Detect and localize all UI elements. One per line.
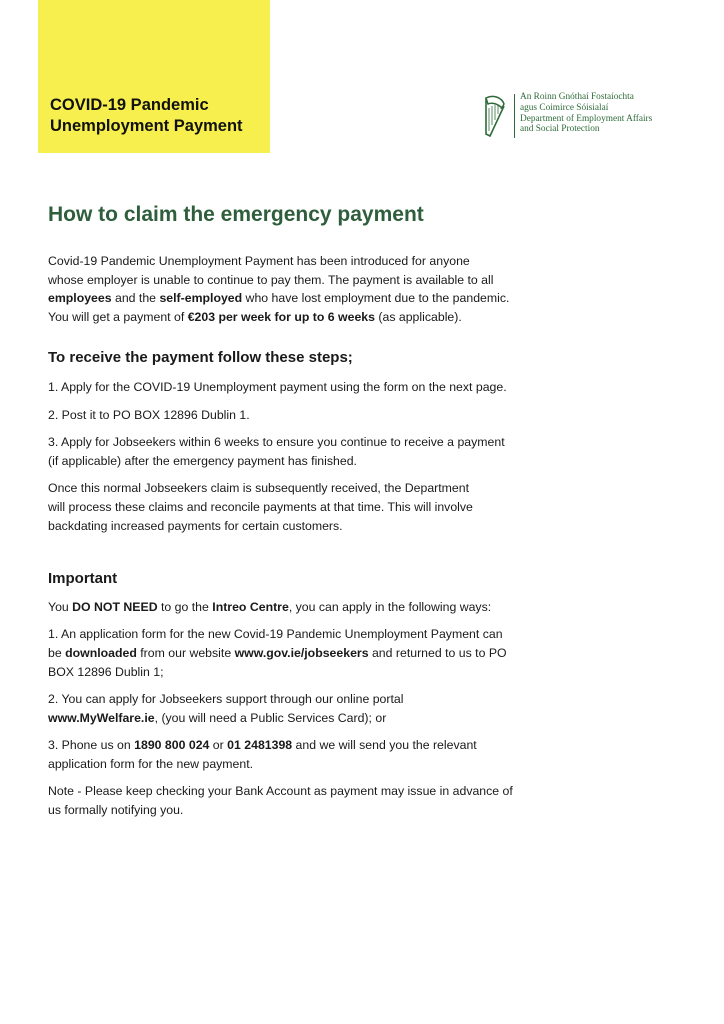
bank-account-note <box>48 782 568 819</box>
intro-line-2: whose employer is unable to continue to pay them. The payment is available to all <box>48 272 494 287</box>
bank-account-note-line-1: Note - Please keep checking your Bank Account as payment may issue in advance of <box>48 784 513 799</box>
step-3 <box>48 433 568 470</box>
intro-amount: €203 per week for up to 6 weeks <box>187 309 375 324</box>
important-text-1: You <box>48 599 73 614</box>
important-intro <box>48 598 568 617</box>
way-1 <box>48 625 568 681</box>
intro-line-1: Covid-19 Pandemic Unemployment Payment has been introduced for anyone <box>48 254 470 268</box>
way-3-phone-2: 01 2481398 <box>227 738 293 753</box>
department-name-line-2: agus Coimirce Sóisialaí <box>520 102 609 113</box>
intro-text-3: and the <box>111 291 160 306</box>
way-1-downloaded: downloaded <box>65 645 137 660</box>
way-3 <box>48 736 568 773</box>
intro-paragraph <box>48 252 568 326</box>
way-1-website: www.gov.ie/jobseekers <box>234 645 369 660</box>
harp-icon <box>480 94 508 138</box>
way-2 <box>48 690 568 727</box>
way-3-text-1: 3. Phone us on <box>48 738 135 753</box>
way-1-line-1: 1. An application form for the new Covid-19 Pandemic Unemployment Payment can <box>48 627 503 642</box>
department-name <box>520 92 652 135</box>
bank-account-note-line-2: us formally notifying you. <box>48 803 184 818</box>
document-body <box>48 252 568 820</box>
title-line-2: Unemployment Payment <box>50 117 243 135</box>
title-line-1: COVID-19 Pandemic <box>50 96 209 114</box>
processing-note-line-1: Once this normal Jobseekers claim is subsequently received, the Department <box>48 481 470 496</box>
important-intreo-centre: Intreo Centre <box>212 599 289 614</box>
page-heading: How to claim the emergency payment <box>48 203 424 226</box>
steps-heading: To receive the payment follow these steps; <box>48 349 353 367</box>
way-3-line-2: application form for the new payment. <box>48 756 254 771</box>
intro-text-6: (as applicable). <box>374 309 462 324</box>
processing-note-line-2: will process these claims and reconcile payments at that time. This will involve <box>48 499 473 514</box>
way-3-text-2: or <box>209 738 228 753</box>
way-1-line-3: BOX 12896 Dublin 1; <box>48 664 164 679</box>
intro-text-4: who have lost employment due to the pandemic. <box>242 291 510 306</box>
way-3-text-3: and we will send you the relevant <box>292 738 477 753</box>
way-1-text-1: be <box>48 645 66 660</box>
department-logo <box>480 92 680 142</box>
department-name-line-1: An Roinn Gnóthaí Fostaíochta <box>520 92 634 102</box>
intro-text-5: You will get a payment of <box>48 309 188 324</box>
department-name-line-4: and Social Protection <box>520 124 600 135</box>
way-2-text-1: , (you will need a Public Services Card); or <box>154 710 387 725</box>
intro-employees: employees <box>48 291 112 306</box>
way-2-portal: www.MyWelfare.ie <box>48 710 155 725</box>
step-2: 2. Post it to PO BOX 12896 Dublin 1. <box>48 407 250 422</box>
processing-note <box>48 479 568 535</box>
important-text-3: , you can apply in the following ways: <box>288 599 492 614</box>
way-1-text-2: from our website <box>136 645 235 660</box>
step-1: 1. Apply for the COVID-19 Unemployment payment using the form on the next page. <box>48 379 507 394</box>
important-text-2: to go the <box>157 599 213 614</box>
title-banner <box>38 0 270 153</box>
way-2-line-1: 2. You can apply for Jobseekers support through our online portal <box>48 692 404 707</box>
logo-divider <box>514 94 515 138</box>
way-1-text-3: and returned to us to PO <box>368 645 507 660</box>
intro-self-employed: self-employed <box>159 291 243 306</box>
step-3-line-1: 3. Apply for Jobseekers within 6 weeks to ensure you continue to receive a payment <box>48 435 505 450</box>
step-3-line-2: (if applicable) after the emergency payment has finished. <box>48 453 357 468</box>
important-do-not-need: DO NOT NEED <box>72 599 158 614</box>
document-title <box>50 95 243 137</box>
department-name-line-3: Department of Employment Affairs <box>520 113 653 124</box>
important-heading: Important <box>48 570 118 588</box>
way-3-phone-1: 1890 800 024 <box>134 738 210 753</box>
processing-note-line-3: backdating increased payments for certain customers. <box>48 518 343 533</box>
